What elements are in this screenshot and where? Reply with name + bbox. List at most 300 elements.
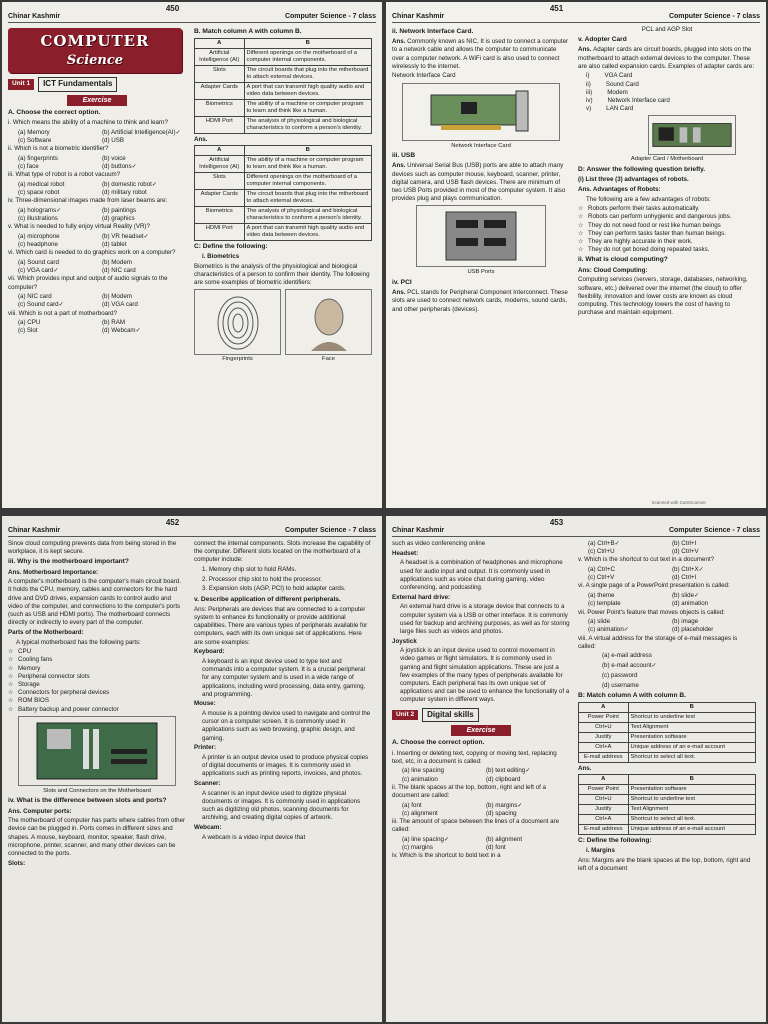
- mcq-option: (d) military robot: [102, 188, 147, 196]
- column-b-header: B: [628, 702, 755, 712]
- hard-drive-heading: External hard drive:: [392, 593, 451, 601]
- exercise-banner: Exercise: [67, 95, 127, 106]
- right-column: [578, 540, 756, 1019]
- author: Chinar Kashmir: [8, 526, 61, 534]
- headset-heading: Headset:: [392, 549, 419, 557]
- section-d-heading: D: Answer the following question briefly.: [578, 166, 706, 174]
- mcq-options: [8, 259, 186, 275]
- mouse-text: A mouse is a pointing device used to navigate and control the cursor on a computer screen. It is commonly used in applications such as web browsing, graphic design, and gaming.: [202, 710, 371, 742]
- table-row: [579, 742, 756, 752]
- parts-heading: Parts of the Motherboard:: [8, 628, 84, 636]
- nic-subcaption: Network Interface Card: [392, 72, 456, 80]
- slots-text: connect the internal components. Slots increase the capability of the computer. Different slots located on the motherboard of a computer include:: [194, 540, 371, 564]
- match-table-question: [194, 38, 372, 133]
- mcq-option: (b) domestic robot✓: [102, 180, 158, 188]
- mcq-options: [578, 618, 756, 634]
- slots-list: [194, 566, 372, 594]
- mcq-options: [8, 155, 186, 171]
- table-row: [195, 173, 372, 190]
- parts-list: [8, 648, 186, 714]
- table-row: [195, 223, 372, 240]
- star-icon: ☆: [8, 664, 14, 672]
- mcq-options: [392, 802, 570, 818]
- right-column: [194, 540, 372, 1019]
- mcq-option: (a) Ctrl+B✓: [588, 540, 620, 547]
- mcq-question: ii. The blank spaces at the top, bottom, right and left of a document are called:: [392, 783, 546, 799]
- match-table-question: [578, 702, 756, 763]
- table-cell-a: HDMI Port: [195, 116, 245, 133]
- fingerprint-image: [194, 289, 281, 355]
- joystick-text: A joystick is an input device used to control movement in video games or flight simulators. It is commonly used in gaming and flight simulation applications. These are just a few examples of the many types of peripherals available for computers. Each peripheral has its own unique set of applications and can be used to enhance the functionality of a computer system in different ways.: [400, 647, 570, 704]
- answer-motherboard-heading: Ans. Motherboard Importance:: [8, 568, 99, 576]
- mcq-option: (b) Artificial Intelligence(AI)✓: [102, 128, 181, 136]
- star-icon: ☆: [578, 205, 584, 213]
- section-b-heading: B. Match column A with column B.: [194, 28, 302, 35]
- table-cell-b: Unique address of an e-mail account: [628, 825, 755, 835]
- mcq-option: (d) USB: [102, 136, 125, 144]
- mcq-option: (b) e-mail account✓: [602, 662, 657, 670]
- mcq-question: i. Which means the ability of a machine to think and learn?: [8, 118, 168, 126]
- page-number: 451: [549, 4, 564, 14]
- table-cell-b: Different openings on the motherboard of a computer internal components.: [244, 173, 371, 190]
- mcq-question: iii. What type of robot is a robot vacuum?: [8, 171, 121, 179]
- adapter-card-item: [578, 105, 756, 113]
- item-label: VGA Card: [604, 72, 633, 80]
- question-peripherals: v. Describe application of different peripherals.: [194, 595, 341, 603]
- part-item-text: Connectors for perpheral devices: [18, 689, 110, 697]
- part-item: [8, 706, 186, 714]
- mcq-option: (c) animation✓: [588, 626, 629, 634]
- mcq-option: (c) animation: [402, 775, 438, 783]
- mcq-question: v. Which is the shortcut to cut text in a document?: [578, 556, 715, 564]
- page-number: 453: [549, 518, 564, 528]
- table-cell-a: Ctrl+U: [579, 795, 629, 805]
- mcq-option: (c) illustrations: [18, 215, 58, 222]
- mcq-option: (a) Memory: [18, 128, 50, 136]
- section-b-heading: B: Match column A with column B.: [578, 691, 686, 699]
- item-label: LAN Card: [606, 105, 634, 113]
- exercise-banner: Exercise: [451, 725, 511, 736]
- mcq-option: (c) face: [18, 162, 39, 170]
- mcq-question: vii. Power Point's feature that moves objects is called:: [578, 608, 725, 616]
- keyboard-heading: Keyboard:: [194, 648, 225, 656]
- mcq-option: (d) clipboard: [486, 775, 521, 783]
- answer-ports-heading: Ans. Computer ports:: [8, 807, 72, 815]
- question-slots-ports: iv. What is the difference between slots and ports?: [8, 797, 167, 805]
- part-item-text: Memory: [18, 664, 41, 672]
- table-cell-b: The circuit boards that plug into the mtherboard to attach external devices.: [244, 66, 371, 83]
- table-row: [579, 732, 756, 742]
- star-icon: ☆: [578, 213, 584, 221]
- mcq-options: [578, 566, 756, 582]
- table-row: [579, 722, 756, 732]
- section-a-heading: A. Choose the correct option.: [8, 108, 101, 116]
- answer-cloud-heading: Ans: Cloud Computing:: [578, 266, 648, 274]
- adapter-card-item: [578, 72, 756, 80]
- usb-heading: iii. USB: [392, 152, 416, 160]
- parts-intro: A typical motherboard has the following parts:: [16, 638, 141, 646]
- definition-text: Ans: Margins are the blank spaces at the top, bottom, right and left of a document: [578, 856, 751, 873]
- mcq-option: (b) Ctrl+I: [672, 540, 697, 547]
- question-advantages: (i) List three (3) advantages of robots.: [578, 176, 689, 184]
- mcq-option: (b) voice: [102, 154, 126, 162]
- column-b-header: B: [244, 146, 371, 156]
- mcq-option: (b) image: [672, 618, 699, 626]
- slot-item: 2. Processor chip slot to hold the processor.: [202, 575, 323, 583]
- page-header: [8, 519, 376, 537]
- advantages-list: [578, 205, 756, 254]
- table-cell-a: Slots: [195, 66, 245, 83]
- mcq-list: [392, 750, 570, 853]
- left-column: ii. Network Interface Card. Ans. Commonly known as NIC, It is used to connect a computer to a network cable and allows the computer to communicate over a computer network. A WiFi card is also used to connect wirelessly to the internet. Network Interface Card Network Interface Card iii. USB Ans. Universal Serial Bus (USB) ports are able to attach many devices such as computer mouse, keyboard, scanner, printer, digital camera, and USB flash devices. There are minimum of two USB Ports provided in most of the computer system. It also provides plug and plays communication. USB Ports iv. PCI Ans. PCL stands for Peripheral Component Interconnect. These slots are used to connect network cards, modems, sound cards, and other peripherals (devices).: [392, 28, 569, 313]
- usb-text: Universal Serial Bus (USB) ports are able to attach many devices such as computer mouse, keyboard, scanner, printer, digital camera, and USB flash devices. There are minimum of two USB Ports provided in most of the computer system. It also provides plug and plays communication.: [392, 162, 566, 203]
- table-cell-b: Shortcut to select all text.: [628, 815, 755, 825]
- advantage-item: [578, 238, 756, 246]
- part-item-text: Storage: [18, 681, 40, 689]
- mcq-option: (a) font: [402, 801, 422, 809]
- slot-item: 3. Expansion slots (AGP, PCI) to hold adapter cards.: [202, 585, 346, 593]
- advantage-item: [578, 230, 756, 238]
- star-icon: ☆: [578, 221, 584, 229]
- table-row: [579, 825, 756, 835]
- mcq-option: (c) Ctrl+V: [588, 574, 615, 582]
- mcq-option: (d) VGA card: [102, 301, 138, 309]
- table-cell-b: The ability of a machine or computer program to learn and think like a human.: [244, 99, 371, 116]
- motherboard-caption: Slots and Connectors on the Motherboard: [43, 787, 151, 794]
- right-column: PCL and AGP Slot v. Adopter Card Ans. Adapter cards are circuit boards, plugged into slots on the motherboard to attach external devices to the computer. These are also called expansion cards. Examples of adapter cards are: i) VGA Card ii) Sound Card iii) Modem iv) Network Interface card v) LAN Card Adapter Card / Motherboard D: Answer the following question briefly. (i) List three (3) advantages of robots. Ans. Advantages of Robots: The following are a few advantages of robots: ☆ Robots perform their tasks automatically. ☆ Robots can perform unhygienic and dangerous jobs. ☆ They do not need food or rest like human beings ☆ They can perform tasks faster than human beings. ☆ They are highly accurate in their work. ☆ They do not get bored doing repeated tasks. ii. What is cloud computing? Ans: Cloud Computing: Computing services (servers, storage, databases, networking, software, etc.) delivered over the internet (the cloud) to offer flexibility, innovation and lower costs are known as cloud computing. This technology lowers the cost of having to purchase and maintain equipment.: [578, 26, 755, 317]
- mcq-list-right: [578, 556, 756, 634]
- unit-bar: [8, 77, 186, 92]
- left-column: [8, 26, 186, 505]
- mcq-option: (a) holograms✓: [18, 206, 62, 214]
- mcq-question: i. Inserting or deleting text, copying or moving text, replacing text, etc, in a document is called:: [392, 749, 557, 765]
- fingerprint-caption: Fingerprints: [222, 356, 253, 363]
- mcq-option: (d) animation: [672, 600, 709, 608]
- mcq-option: (a) CPU: [18, 319, 41, 327]
- table-cell-b: A port that can transmit high quality audio and video data between devices.: [244, 82, 371, 99]
- table-row: [195, 66, 372, 83]
- table-cell-a: Power Point: [579, 712, 629, 722]
- mcq-option: (a) Sound card: [18, 258, 59, 266]
- mcq-option: (a) line spacing: [402, 767, 444, 775]
- webcam-text: A webcam is a video input device that: [202, 833, 306, 841]
- author: Chinar Kashmir: [8, 12, 61, 20]
- star-icon: ☆: [8, 648, 14, 656]
- logo-line1: COMPUTER: [40, 32, 150, 50]
- star-icon: ☆: [8, 681, 14, 689]
- column-a-header: A: [195, 146, 245, 156]
- page-header: [8, 5, 376, 23]
- printer-heading: Printer:: [194, 744, 217, 752]
- section-a-heading: A. Choose the correct option.: [392, 739, 485, 747]
- adapter-caption: Adapter Card / Motherboard: [630, 156, 704, 163]
- usb-ports-image: [416, 205, 546, 267]
- table-cell-a: E-mail address: [579, 752, 629, 762]
- mcq-option: (c) margins: [402, 844, 433, 852]
- webcam-continued: such as video conferencing online: [392, 540, 486, 547]
- question-motherboard: iii. Why is the motherboard important?: [8, 558, 129, 566]
- table-cell-b: Shortcut to underline text: [628, 795, 755, 805]
- advantage-item: [578, 222, 756, 230]
- mcq-option: (b) Modem: [102, 293, 132, 301]
- mcq-option: (b) Ctrl+X✓: [672, 566, 704, 574]
- mcq-options: [392, 836, 570, 852]
- mcq-question: iii. The amount of space between the lines of a document are called:: [392, 818, 560, 834]
- mcq-option: (c) template: [588, 600, 621, 608]
- column-b-header: B: [628, 775, 755, 785]
- cloud-text: Computing services (servers, storage, databases, networking, software, etc.) delivered over the internet (the cloud) to offer flexibility, innovation and lower costs are known as cloud computing. This technology lowers the cost of having to purchase and maintain equipment.: [578, 276, 748, 317]
- table-cell-a: Biometrics: [195, 99, 245, 116]
- advantage-item-text: They are highly accurate in their work.: [588, 238, 693, 246]
- table-cell-b: Text Alignment: [628, 722, 755, 732]
- table-cell-a: Justify: [579, 732, 629, 742]
- mcq-option: (d) Webcam✓: [102, 327, 141, 335]
- mcq-option: (b) margins✓: [486, 801, 523, 809]
- mcq-option: (c) Slot: [18, 327, 38, 335]
- left-column: [8, 540, 186, 1019]
- adapter-card-item: [578, 81, 756, 89]
- item-number: v): [586, 105, 592, 113]
- table-cell-b: Presentation software: [628, 732, 755, 742]
- subject: Computer Science - 7 class: [284, 526, 376, 534]
- mcq-option: (d) tablet: [102, 241, 127, 249]
- mcq-question: viii. Which is not a part of motherboard?: [8, 309, 118, 317]
- table-cell-b: The circuit boards that plug into the mtherboard to attach external devices.: [244, 190, 371, 207]
- part-item-text: Peripheral connector slots: [18, 672, 90, 680]
- pcl-agp-caption: PCL and AGP Slot: [641, 26, 693, 33]
- pci-heading: iv. PCI: [392, 279, 412, 287]
- section-c-heading: C: Define the following:: [194, 242, 268, 250]
- subject: Computer Science - 7 class: [668, 526, 760, 534]
- page-header: [392, 5, 760, 23]
- item-number: ii): [586, 80, 591, 88]
- definition-title: i. Margins: [586, 847, 615, 855]
- table-cell-b: A port that can transmit high quality audio and video data between devices.: [244, 223, 371, 240]
- mcq-option: (a) theme: [588, 592, 615, 600]
- mcq-option: (d) buttons✓: [102, 162, 137, 170]
- advantage-item-text: Robots perform their tasks automatically.: [588, 205, 700, 213]
- hard-drive-text: An external hard drive is a storage device that connects to a computer system via a USB or other interface. It is commonly used for backup and archiving purposes, as well as for storing large files such as videos and photos.: [400, 603, 570, 635]
- mcq-question: viii. A virtual address for the storage of e-mail messages is called:: [578, 634, 738, 650]
- motherboard-image: [18, 716, 176, 786]
- part-item: [8, 673, 186, 681]
- advantage-item-text: They can perform tasks faster than human beings.: [588, 229, 726, 237]
- table-row: [579, 805, 756, 815]
- advantage-item-text: They do not need food or rest like human beings: [588, 221, 721, 229]
- mcq-option: (a) Ctrl+C: [588, 566, 615, 574]
- scanner-text: A scanner is an input device used to digitize physical documents or images. It is commonly used in applications such as digitizing old photos, scanning documents for archiving, and creating digital copies of artwork.: [202, 789, 361, 822]
- mcq-option: (b) text editing✓: [486, 767, 531, 775]
- answer-advantages-heading: Ans. Advantages of Robots:: [578, 185, 661, 193]
- definition-text: Biometrics is the analysis of the physiological and biological characteristics of a person to confirm their identity. The following are some examples of biometric identifiers:: [194, 262, 370, 287]
- advantages-intro: The following are a few advantages of robots:: [586, 195, 711, 203]
- adapter-text: Adapter cards are circuit boards, plugged into slots on the motherboard to attach external devices to the computer. These are also called expansion cards. Examples of adapter cards are:: [578, 46, 755, 70]
- table-row: [195, 190, 372, 207]
- table-cell-a: E-mail address: [579, 825, 629, 835]
- table-cell-a: Ctrl+A: [579, 815, 629, 825]
- part-item: [8, 665, 186, 673]
- advantage-item: [578, 213, 756, 221]
- part-item: [8, 697, 186, 705]
- part-item-text: ROM BIOS: [18, 697, 49, 705]
- mcq-option: (b) Modem: [102, 258, 132, 266]
- table-row: [579, 795, 756, 805]
- face-caption: Face: [322, 356, 335, 363]
- mcq-question: ii. Which is not a biometric identifier?: [8, 145, 109, 152]
- part-item-text: Battery backup and power connector: [18, 705, 119, 713]
- keyboard-text: A keyboard is an input device used to type text and commands into a computer system. It is a crucial peripheral for any computer system and is used in a wide range of applications, including word processing, data entry, gaming, and programming.: [202, 657, 366, 698]
- answer-label: Ans.: [194, 135, 208, 143]
- cloud-continued: Since cloud computing prevents data from being stored in the workplace, it is kept secure.: [8, 540, 177, 556]
- table-cell-a: Artificial Intelligence (AI): [195, 49, 245, 66]
- mcq-option: (c) password: [602, 671, 638, 679]
- adapter-heading: v. Adopter Card: [578, 36, 627, 44]
- table-row: [579, 815, 756, 825]
- table-cell-a: Adapter Cards: [195, 82, 245, 99]
- table-row: [579, 752, 756, 762]
- column-a-header: A: [579, 702, 629, 712]
- table-row: [195, 156, 372, 173]
- nic-heading: ii. Network Interface Card.: [392, 28, 474, 35]
- motherboard-text: A computer's motherboard is the computer's main circuit board. It holds the CPU, memory, cables and connectors for the hard drive and DVD drives, expansion cards to control audio and video of the computer, and connections to the computer's ports (such as USB and HDMI ports). The motherboard connects directly or indirectly to every part of the computer.: [8, 578, 181, 627]
- webcam-heading: Webcam:: [194, 824, 222, 832]
- mcq-options: [578, 540, 756, 556]
- match-table-answer: [578, 774, 756, 835]
- table-cell-b: Shortcut to select all text.: [628, 752, 755, 762]
- table-cell-b: Different openings on the motherboard of a computer internal components.: [244, 49, 371, 66]
- mcq-option: (d) Ctrl+I: [672, 574, 697, 582]
- table-cell-a: Ctrl+A: [579, 742, 629, 752]
- item-label: Sound Card: [605, 80, 639, 88]
- ports-text: The motherboard of computer has parts where cables from other device can be plugged in. Ports comes in different sizes and shapes. A mouse, keyboard, monitor, speaker, flash drive, microphone, printer, scanner, and many other devices can be connected to the ports.: [8, 817, 186, 858]
- mcq-option: (c) alignment: [402, 809, 438, 817]
- subject: Computer Science - 7 class: [668, 12, 760, 20]
- advantage-item-text: Robots can perform unhygienic and dangerous jobs.: [588, 213, 732, 221]
- mcq-options: [8, 293, 186, 309]
- advantage-item: [578, 246, 756, 254]
- mcq-option: (c) Sound card✓: [18, 301, 64, 309]
- mcq-option: (a) microphone: [18, 232, 60, 240]
- mcq-option: (b) slide✓: [672, 592, 700, 600]
- mcq-option: (d) spacing: [486, 809, 517, 817]
- scanner-heading: Scanner:: [194, 780, 221, 788]
- definition-title: i. Biometrics: [202, 253, 240, 261]
- star-icon: ☆: [8, 672, 14, 680]
- item-number: iv): [586, 97, 593, 105]
- table-cell-b: Text Alignment: [628, 805, 755, 815]
- author: Chinar Kashmir: [392, 12, 445, 20]
- table-cell-b: The ability of a machine or computer program to learn and think like a human.: [244, 156, 371, 173]
- part-item: [8, 648, 186, 656]
- author: Chinar Kashmir: [392, 526, 445, 534]
- item-number: i): [586, 72, 590, 80]
- mcq-option: (c) VGA card✓: [18, 267, 59, 275]
- mcq-option: (d) username: [602, 681, 639, 689]
- adapter-card-list: [578, 72, 756, 113]
- item-label: Modem: [607, 88, 628, 96]
- mcq-option: (a) slide: [588, 618, 611, 626]
- mcq-option: (c) headphone: [18, 241, 58, 249]
- page-451: [386, 2, 766, 508]
- unit-bar: [392, 708, 570, 723]
- scanner-watermark: Scanned with CamScanner: [651, 500, 706, 506]
- section-c-heading: C: Define the following:: [578, 837, 652, 845]
- face-image: [285, 289, 372, 355]
- pci-text: PCL stands for Peripheral Component Interconnect. These slots are used to connect network cards, modems, sound cards, and other peripherals (devices).: [392, 289, 568, 313]
- mcq-options: [392, 767, 570, 783]
- mcq-question: iv. Three-dimensional images made from laser beams are:: [8, 197, 168, 205]
- answer-label: Ans.: [578, 764, 592, 772]
- page-number: 450: [165, 4, 180, 14]
- mcq-options: [8, 233, 186, 249]
- page-450: [2, 2, 382, 508]
- printer-text: A printer is an output device used to produce physical copies of digital documents or images. It is commonly used in applications such as printing reports, invoices, and photos.: [202, 754, 369, 778]
- usb-caption: USB Ports: [467, 269, 495, 276]
- mcq-option: (d) graphics: [102, 215, 135, 222]
- column-a-header: A: [579, 775, 629, 785]
- table-cell-b: Presentation software: [628, 785, 755, 795]
- nic-image: [402, 83, 560, 141]
- subject: Computer Science - 7 class: [284, 12, 376, 20]
- logo-line2: Science: [66, 52, 124, 68]
- column-b-header: B: [244, 39, 371, 49]
- mcq-list: [8, 119, 186, 336]
- mcq-option: (d) placeholder: [672, 626, 714, 634]
- table-row: [195, 207, 372, 224]
- mcq-question: vii. Which provides input and output of audio signals to the computer?: [8, 275, 168, 291]
- nic-caption: Network Interface Card: [451, 142, 511, 149]
- match-table-answer: [194, 145, 372, 240]
- table-row: [195, 82, 372, 99]
- peripherals-text: Ans: Peripherals are devices that are connected to a computer system to enhance its functionality or provide additional capabilities. There are various types of peripherals available for computers, each with its own unique set of applications. Here are some examples:: [194, 605, 368, 646]
- table-cell-b: The analysis of physiological and biological characteristics to conform a person's identity.: [244, 207, 371, 224]
- advantage-item: [578, 205, 756, 213]
- nic-text: Commonly known as NIC, It is used to connect a computer to a network cable and allows the computer to communicate over a computer network. A WiFi card is also used to connect wirelessly to the internet.: [392, 38, 569, 70]
- mcq-options: [8, 181, 186, 197]
- table-row: [195, 116, 372, 133]
- star-icon: ☆: [8, 705, 14, 713]
- adapter-card-image: [648, 115, 736, 155]
- mcq-question: v. What is needed to fully enjoy virtual Reality (VR)?: [8, 223, 150, 231]
- part-item-text: CPU: [18, 648, 32, 656]
- mcq-option: (a) medical robot: [18, 180, 65, 188]
- adapter-card-item: [578, 97, 756, 105]
- table-cell-a: HDMI Port: [195, 223, 245, 240]
- page-453: [386, 516, 766, 1022]
- table-cell-a: Power Point: [579, 785, 629, 795]
- mcq-option: (c) Ctrl+U: [588, 548, 615, 556]
- slot-item: 1. Memory chip slot to hold RAMs.: [202, 566, 297, 574]
- star-icon: ☆: [8, 656, 14, 664]
- item-number: iii): [586, 88, 593, 96]
- part-item: [8, 681, 186, 689]
- part-item-text: Cooling fans: [18, 656, 53, 664]
- table-row: [195, 99, 372, 116]
- table-row: [579, 785, 756, 795]
- table-cell-a: Justify: [579, 805, 629, 815]
- mcq-option: (a) fingerprints: [18, 154, 58, 162]
- star-icon: ☆: [8, 689, 14, 697]
- headset-text: A headset is a combination of headphones and microphone used for audio input and output. It is commonly used in applications such as voice chat during gaming, video conferencing, and podcasting.: [400, 559, 563, 591]
- unit-title: Digital skills: [422, 708, 479, 723]
- table-row: [195, 49, 372, 66]
- star-icon: ☆: [578, 238, 584, 246]
- mcq-options: [8, 129, 186, 145]
- mcq-option: (d) NIC card: [102, 267, 136, 275]
- mcq-option: (b) paintings: [102, 206, 137, 214]
- star-icon: ☆: [578, 246, 584, 254]
- mcq-cutoff: iv. Which is the shortcut to bold text in a: [392, 852, 501, 860]
